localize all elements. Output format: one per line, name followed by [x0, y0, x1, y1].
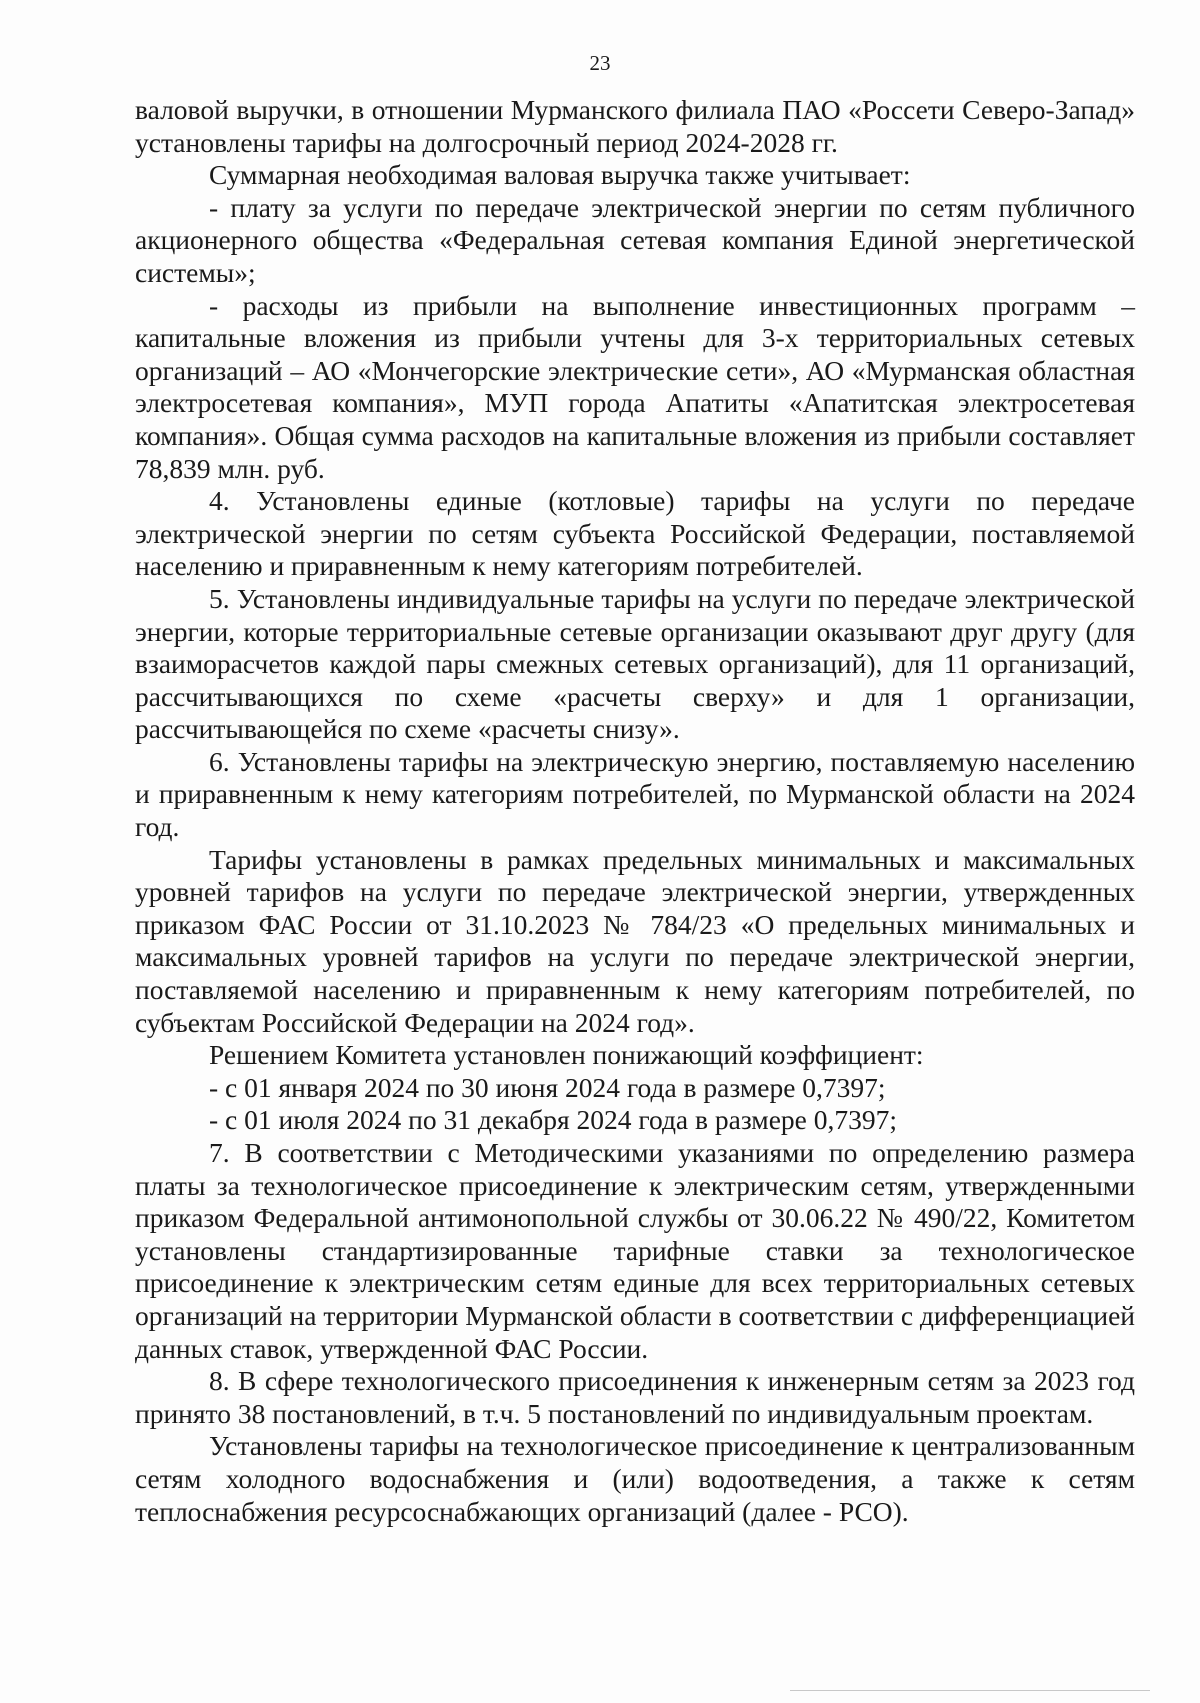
paragraph-item-8: 8. В сфере технологического присоединения к инженерным сетям за 2023 год принято 38 постановлений, в т.ч. 5 постановлений по индивидуальным проектам. — [135, 1365, 1135, 1429]
footer-divider — [790, 1690, 1150, 1691]
paragraph-summary-intro: Суммарная необходимая валовая выручка также учитывает: — [209, 159, 911, 191]
paragraph-item-7: 7. В соответствии с Методическими указаниями по определению размера платы за технологическое присоединение к электрическим сетям, утвержденными приказом Федеральной антимонопольной службы от 30.06.22 № 490/22, Комитетом установлены стандартизированные тарифные ставки за технологическое присоединение к электрическим сетям единые для всех территориальных сетевых организаций на территории Мурманской области в соответствии с дифференциацией данных ставок, утвержденной ФАС России. — [135, 1137, 1135, 1364]
paragraph-tariff-limits: Тарифы установлены в рамках предельных минимальных и максимальных уровней тарифов на услуги по передаче электрической энергии, утвержденных приказом ФАС России от 31.10.2023 № 784/23 «О предельных минимальных и максимальных уровней тарифов на услуги по передаче электрической энергии, поставляемой населению и приравненным к нему категориям потребителей, по субъектам Российской Федерации на 2024 год». — [135, 843, 1135, 1038]
paragraph-connection-tariffs: Установлены тарифы на технологическое присоединение к централизованным сетям холодного водоснабжения и (или) водоотведения, а также к сетям теплоснабжения ресурсоснабжающих организаций (далее - РСО). — [135, 1430, 1135, 1527]
paragraph-investment-expenses: - расходы из прибыли на выполнение инвестиционных программ – капитальные вложения из прибыли учтены для 3-х территориальных сетевых организаций – АО «Мончегорские электрические сети», АО «Мурманская областная электросетевая компания», МУП города Апатиты «Апатитская электросетевая компания». Общая сумма расходов на капитальные вложения из прибыли составляет 78,839 млн. руб. — [135, 289, 1135, 484]
paragraph-coefficient-h1: - с 01 января 2024 по 30 июня 2024 года в размере 0,7397; — [209, 1071, 886, 1103]
paragraph-coefficient-intro: Решением Комитета установлен понижающий коэффициент: — [209, 1039, 924, 1071]
page-number: 23 — [589, 51, 611, 75]
paragraph-item-4: 4. Установлены единые (котловые) тарифы на услуги по передаче электрической энергии по сетям субъекта Российской Федерации, поставляемой населению и приравненным к нему категориям потребителей. — [135, 485, 1135, 582]
paragraph-item-5: 5. Установлены индивидуальные тарифы на услуги по передаче электрической энергии, которые территориальные сетевые организации оказывают друг другу (для взаиморасчетов каждой пары смежных сетевых организаций), для 11 организаций, рассчитывающихся по схеме «расчеты сверху» и для 1 организации, рассчитывающейся по схеме «расчеты снизу». — [135, 582, 1135, 745]
paragraph-continuation: валовой выручки, в отношении Мурманского филиала ПАО «Россети Северо-Запад» установлены тарифы на долгосрочный период 2024-2028 гг. — [135, 94, 1135, 158]
document-body — [135, 94, 1135, 1528]
paragraph-fsk-fee: - плату за услуги по передаче электрической энергии по сетям публичного акционерного общества «Федеральная сетевая компания Единой энергетической системы»; — [135, 191, 1135, 288]
paragraph-item-6: 6. Установлены тарифы на электрическую энергию, поставляемую населению и приравненным к нему категориям потребителей, по Мурманской области на 2024 год. — [135, 745, 1135, 843]
paragraph-coefficient-h2: - с 01 июля 2024 по 31 декабря 2024 года в размере 0,7397; — [209, 1104, 898, 1136]
